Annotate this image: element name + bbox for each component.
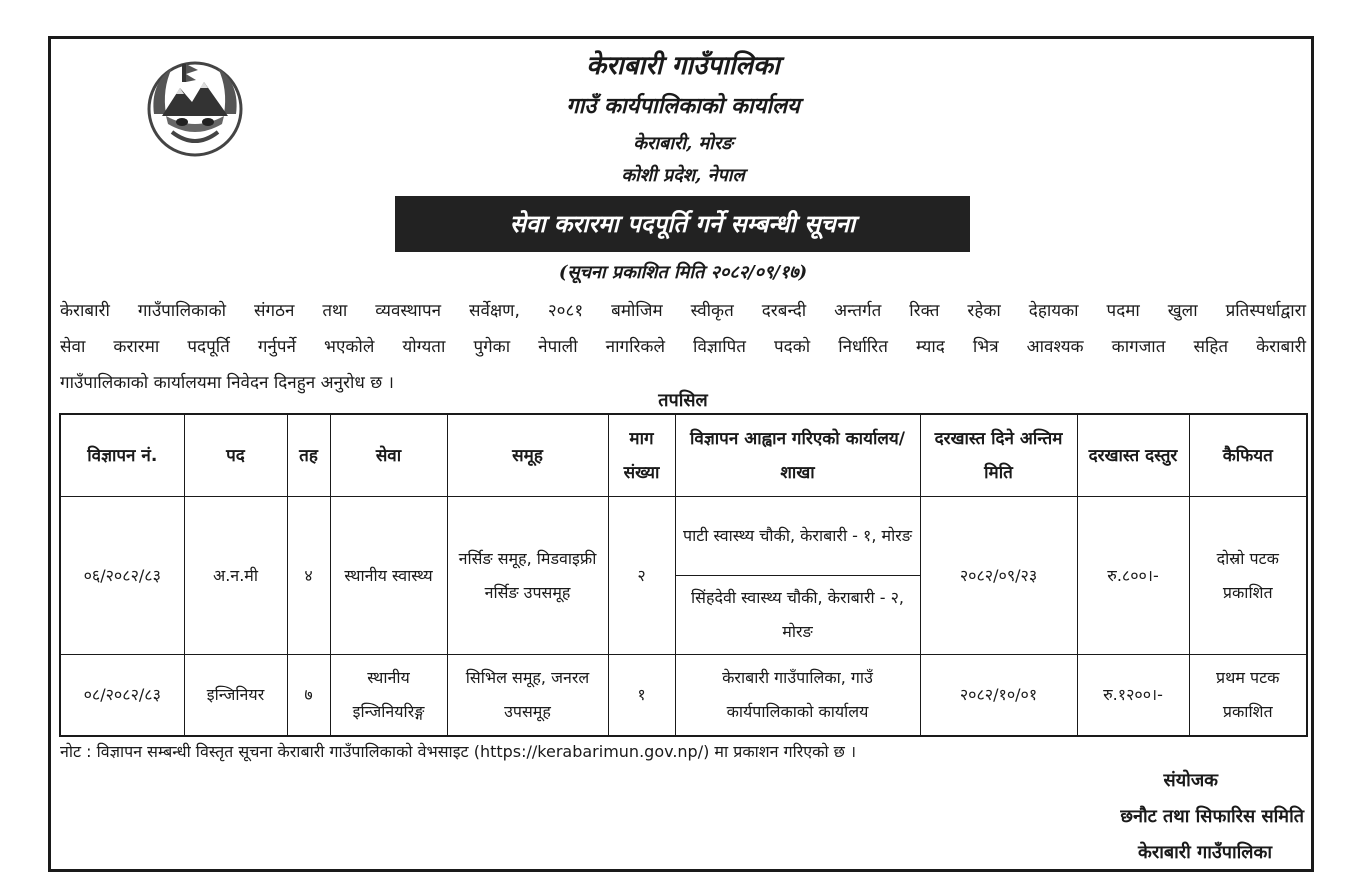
header-last-date: दरखास्त दिने अन्तिम मिति <box>920 414 1077 497</box>
cell-last-date: २०८२/१०/०१ <box>920 655 1077 737</box>
cell-demand: २ <box>608 497 675 655</box>
table-header-row <box>60 414 1307 497</box>
publish-date: (सूचना प्रकाशित मिति २०८२/०९/१७) <box>558 262 808 283</box>
cell-service: स्थानीय इन्जिनियरिङ्ग <box>330 655 447 737</box>
cell-office: पाटी स्वास्थ्य चौकी, केराबारी - १, मोरङ <box>675 497 920 576</box>
header-remark: कैफियत <box>1189 414 1307 497</box>
header-group: समूह <box>447 414 608 497</box>
body-line-3: गाउँपालिकाको कार्यालयमा निवेदन दिनहुन अनुरोध छ । <box>60 373 394 393</box>
table-row <box>60 497 1307 576</box>
table-row <box>60 655 1307 737</box>
cell-demand: १ <box>608 655 675 737</box>
office-province: कोशी प्रदेश, नेपाल <box>621 165 745 186</box>
cell-fee: रु.१२००।- <box>1077 655 1189 737</box>
signature-role: संयोजक <box>1163 770 1218 791</box>
header-demand: माग संख्या <box>608 414 675 497</box>
cell-group: सिभिल समूह, जनरल उपसमूह <box>447 655 608 737</box>
cell-group: नर्सिङ समूह, मिडवाइफ्री नर्सिङ उपसमूह <box>447 497 608 655</box>
cell-level: ४ <box>287 497 330 655</box>
header-post: पद <box>184 414 287 497</box>
header-level: तह <box>287 414 330 497</box>
table-title: तपसिल <box>658 390 708 411</box>
cell-adv-no: ०६/२०८२/८३ <box>60 497 184 655</box>
body-line-2: सेवा करारमा पदपूर्ति गर्नुपर्ने भएकोले योग्यता पुगेका नेपाली नागरिकले विज्ञापित पदको निर्धारित म्याद भित्र आवश्यक कागजात सहित केराबारी <box>60 337 1306 357</box>
header-office: विज्ञापन आह्वान गरिएको कार्यालय/ शाखा <box>675 414 920 497</box>
cell-adv-no: ०८/२०८२/८३ <box>60 655 184 737</box>
office-address: केराबारी, मोरङ <box>633 133 733 154</box>
notice-title: सेवा करारमा पदपूर्ति गर्ने सम्बन्धी सूचना <box>395 196 970 252</box>
website-note: नोट : विज्ञापन सम्बन्धी विस्तृत सूचना केराबारी गाउँपालिकाको वेभसाइट (https://kerabarimun.gov.np/) मा प्रकाशन गरिएको छ । <box>60 742 857 761</box>
cell-remark: दोस्रो पटक प्रकाशित <box>1189 497 1307 655</box>
cell-post: इन्जिनियर <box>184 655 287 737</box>
signature-office: केराबारी गाउँपालिका <box>1138 842 1272 863</box>
header-adv-no: विज्ञापन नं. <box>60 414 184 497</box>
cell-office: सिंहदेवी स्वास्थ्य चौकी, केराबारी - २, मोरङ <box>675 576 920 655</box>
cell-service: स्थानीय स्वास्थ्य <box>330 497 447 655</box>
cell-office: केराबारी गाउँपालिका, गाउँ कार्यपालिकाको कार्यालय <box>675 655 920 737</box>
office-name: केराबारी गाउँपालिका <box>586 51 780 81</box>
cell-fee: रु.८००।- <box>1077 497 1189 655</box>
cell-remark: प्रथम पटक प्रकाशित <box>1189 655 1307 737</box>
signature-committee: छनौट तथा सिफारिस समिति <box>1120 806 1304 827</box>
cell-level: ७ <box>287 655 330 737</box>
body-line-1: केराबारी गाउँपालिकाको संगठन तथा व्यवस्थापन सर्वेक्षण, २०८१ बमोजिम स्वीकृत दरबन्दी अन्तर्गत रिक्त रहेका देहायका पदमा खुला प्रतिस्पर्धाद्वारा <box>60 301 1306 321</box>
cell-last-date: २०८२/०९/२३ <box>920 497 1077 655</box>
vacancy-table <box>59 413 1308 737</box>
header-service: सेवा <box>330 414 447 497</box>
header-fee: दरखास्त दस्तुर <box>1077 414 1189 497</box>
cell-post: अ.न.मी <box>184 497 287 655</box>
office-subtitle: गाउँ कार्यपालिकाको कार्यालय <box>566 93 800 119</box>
